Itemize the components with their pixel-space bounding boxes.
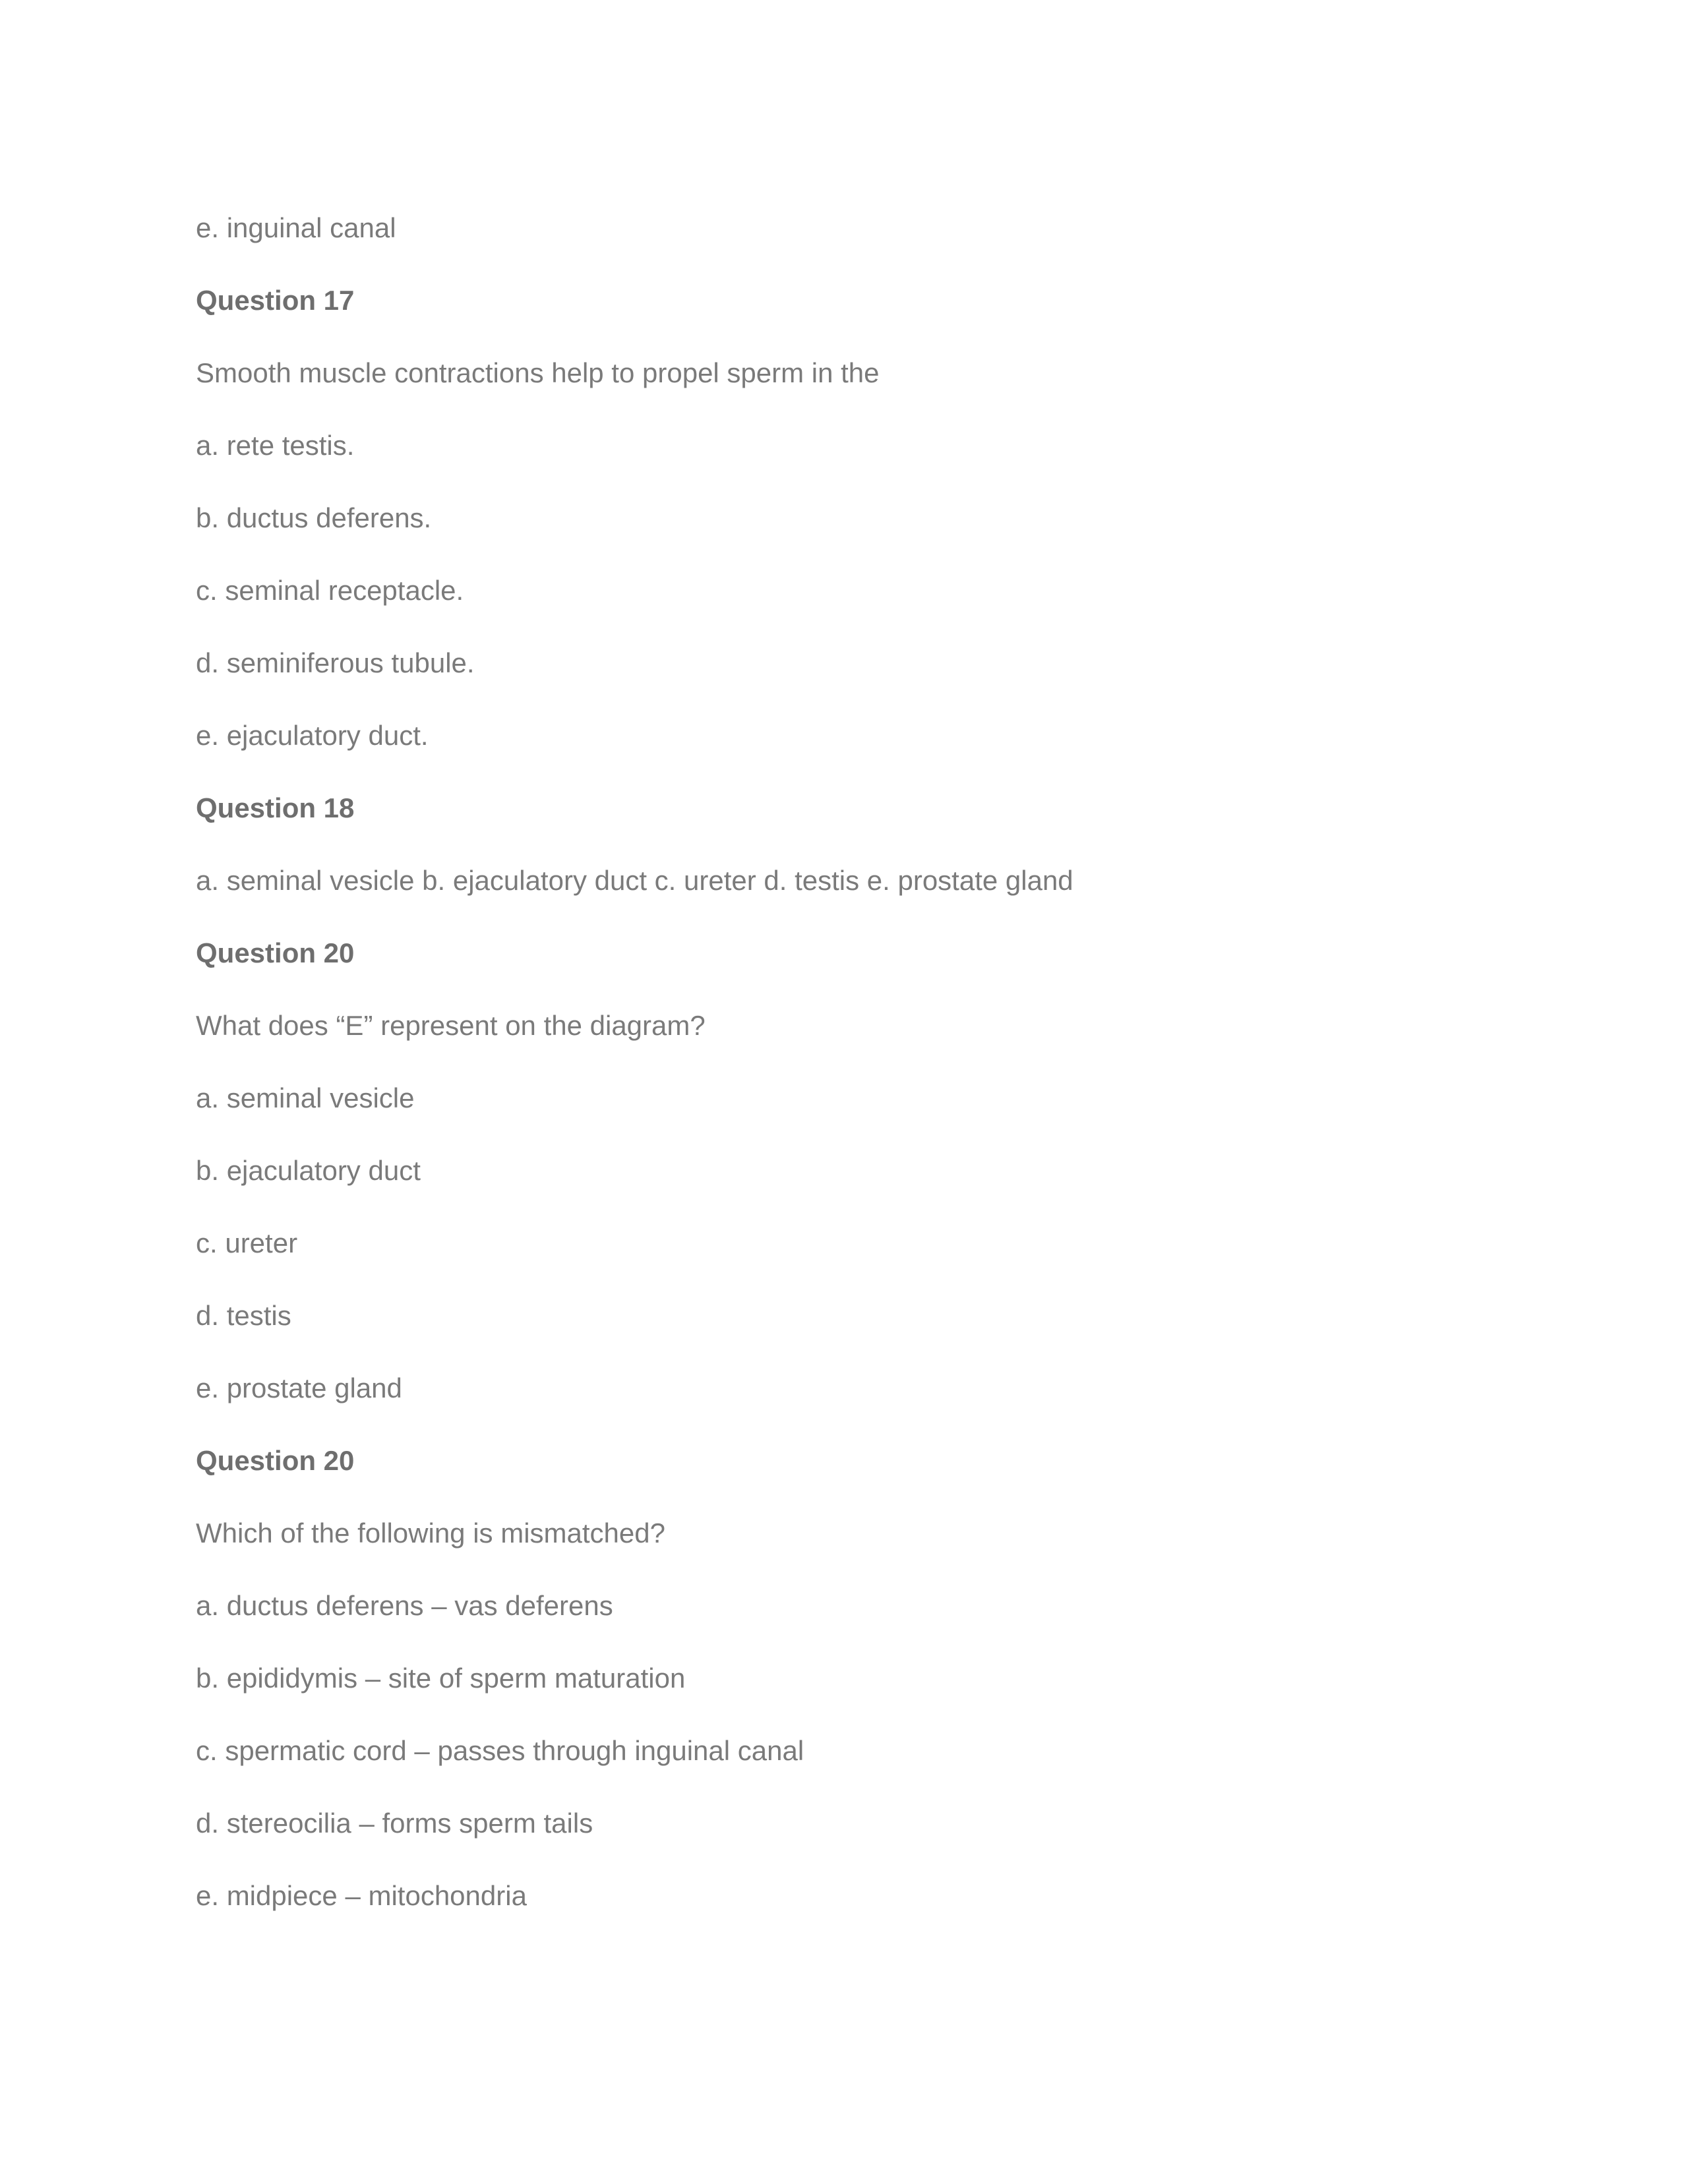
answer-option: e. ejaculatory duct. bbox=[196, 720, 429, 751]
answer-option: a. seminal vesicle b. ejaculatory duct c. ureter d. testis e. prostate gland bbox=[196, 865, 1073, 896]
question-prompt: Smooth muscle contractions help to propel sperm in the bbox=[196, 357, 880, 388]
answer-option: b. epididymis – site of sperm maturation bbox=[196, 1663, 686, 1694]
answer-option: e. prostate gland bbox=[196, 1372, 402, 1403]
answer-option: e. inguinal canal bbox=[196, 212, 396, 243]
question-heading: Question 18 bbox=[196, 792, 355, 823]
answer-option: a. seminal vesicle bbox=[196, 1082, 415, 1113]
answer-option: e. midpiece – mitochondria bbox=[196, 1880, 527, 1911]
question-heading: Question 20 bbox=[196, 1445, 355, 1476]
answer-option: d. testis bbox=[196, 1300, 291, 1331]
answer-option: b. ejaculatory duct bbox=[196, 1155, 421, 1186]
question-prompt: What does “E” represent on the diagram? bbox=[196, 1010, 706, 1041]
answer-option: a. rete testis. bbox=[196, 430, 355, 461]
question-prompt: Which of the following is mismatched? bbox=[196, 1518, 665, 1549]
answer-option: b. ductus deferens. bbox=[196, 502, 432, 533]
answer-option: c. seminal receptacle. bbox=[196, 575, 464, 606]
answer-option: a. ductus deferens – vas deferens bbox=[196, 1590, 613, 1621]
document-page bbox=[196, 212, 1515, 1953]
answer-option: c. spermatic cord – passes through inguinal canal bbox=[196, 1735, 804, 1766]
answer-option: d. seminiferous tubule. bbox=[196, 647, 475, 678]
answer-option: d. stereocilia – forms sperm tails bbox=[196, 1808, 593, 1839]
question-heading: Question 20 bbox=[196, 937, 355, 968]
question-heading: Question 17 bbox=[196, 285, 355, 316]
answer-option: c. ureter bbox=[196, 1227, 298, 1258]
